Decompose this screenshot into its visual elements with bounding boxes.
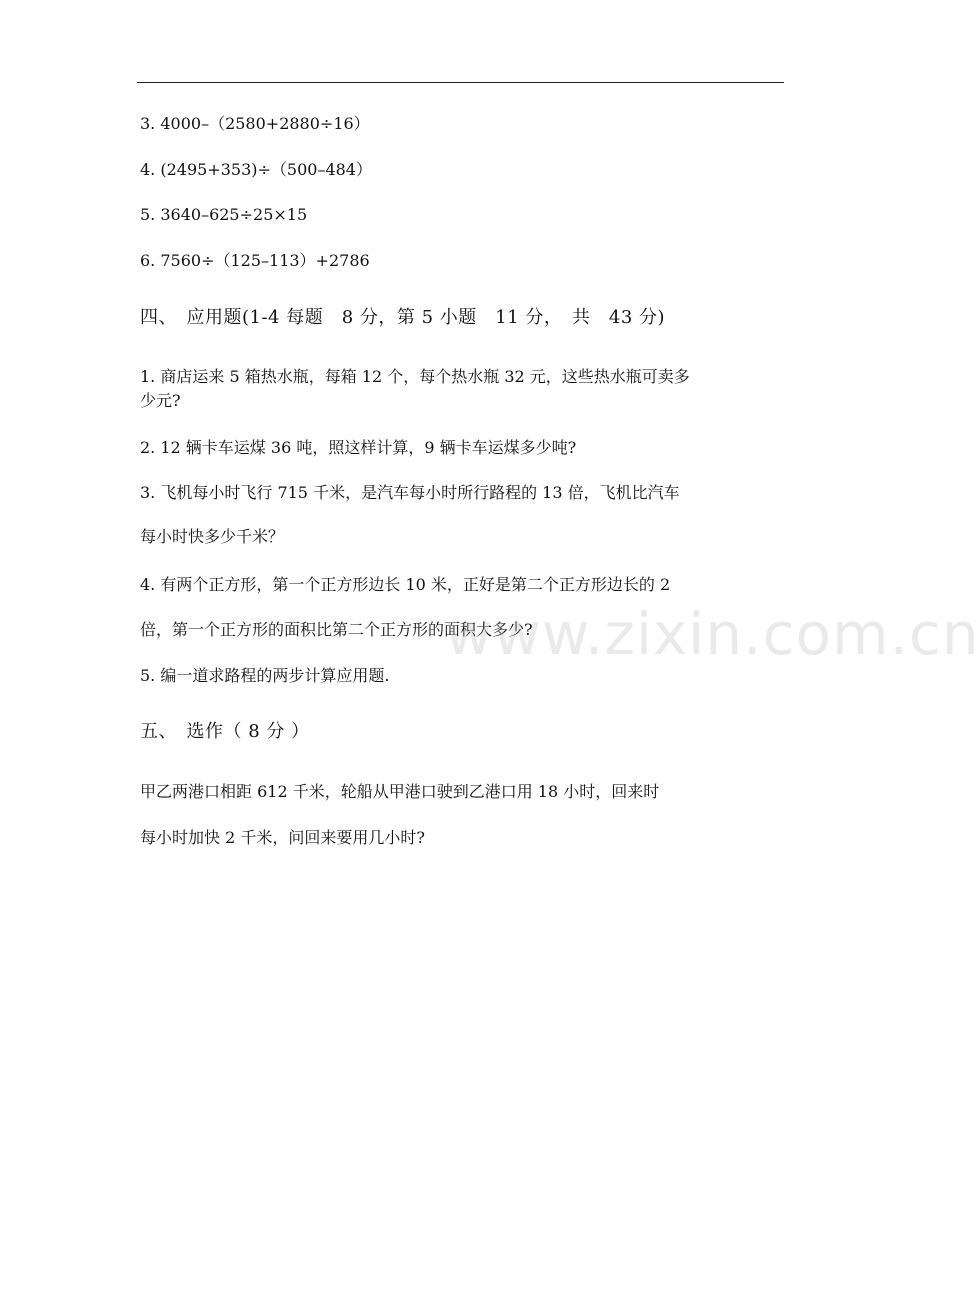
problem-2: 2. 12 辆卡车运煤 36 吨，照这样计算，9 辆卡车运煤多少吨?: [140, 438, 577, 457]
calc-question-6: 6. 7560÷（125–113）+2786: [140, 251, 370, 270]
problem-4-line-1: 4. 有两个正方形，第一个正方形边长 10 米，正好是第二个正方形边长的 2: [140, 575, 671, 594]
header-rule: [137, 82, 784, 83]
problem-1-line-1: 1. 商店运来 5 箱热水瓶，每箱 12 个，每个热水瓶 32 元，这些热水瓶可卖多: [140, 367, 690, 386]
problem-4-line-2: 倍，第一个正方形的面积比第二个正方形的面积大多少?: [140, 620, 533, 639]
calc-question-3: 3. 4000–（2580+2880÷16）: [140, 114, 370, 133]
calc-question-4: 4. (2495+353)÷（500–484）: [140, 160, 372, 179]
watermark: www.zixin.com.cn: [445, 600, 980, 668]
calc-question-5: 5. 3640–625÷25×15: [140, 205, 308, 224]
problem-3-line-2: 每小时快多少千米？: [140, 527, 285, 546]
section-5-heading: 五、 选作（ 8 分 ）: [140, 721, 310, 742]
optional-problem-line-2: 每小时加快 2 千米，问回来要用几小时?: [140, 828, 425, 847]
optional-problem-line-1: 甲乙两港口相距 612 千米，轮船从甲港口驶到乙港口用 18 小时，回来时: [140, 782, 660, 801]
problem-5: 5. 编一道求路程的两步计算应用题.: [140, 666, 390, 685]
problem-3-line-1: 3. 飞机每小时飞行 715 千米，是汽车每小时所行路程的 13 倍，飞机比汽车: [140, 483, 680, 502]
section-4-heading: 四、 应用题(1-4 每题 8 分，第 5 小题 11 分， 共 43 分): [140, 307, 666, 328]
problem-1-line-2: 少元?: [140, 391, 181, 410]
